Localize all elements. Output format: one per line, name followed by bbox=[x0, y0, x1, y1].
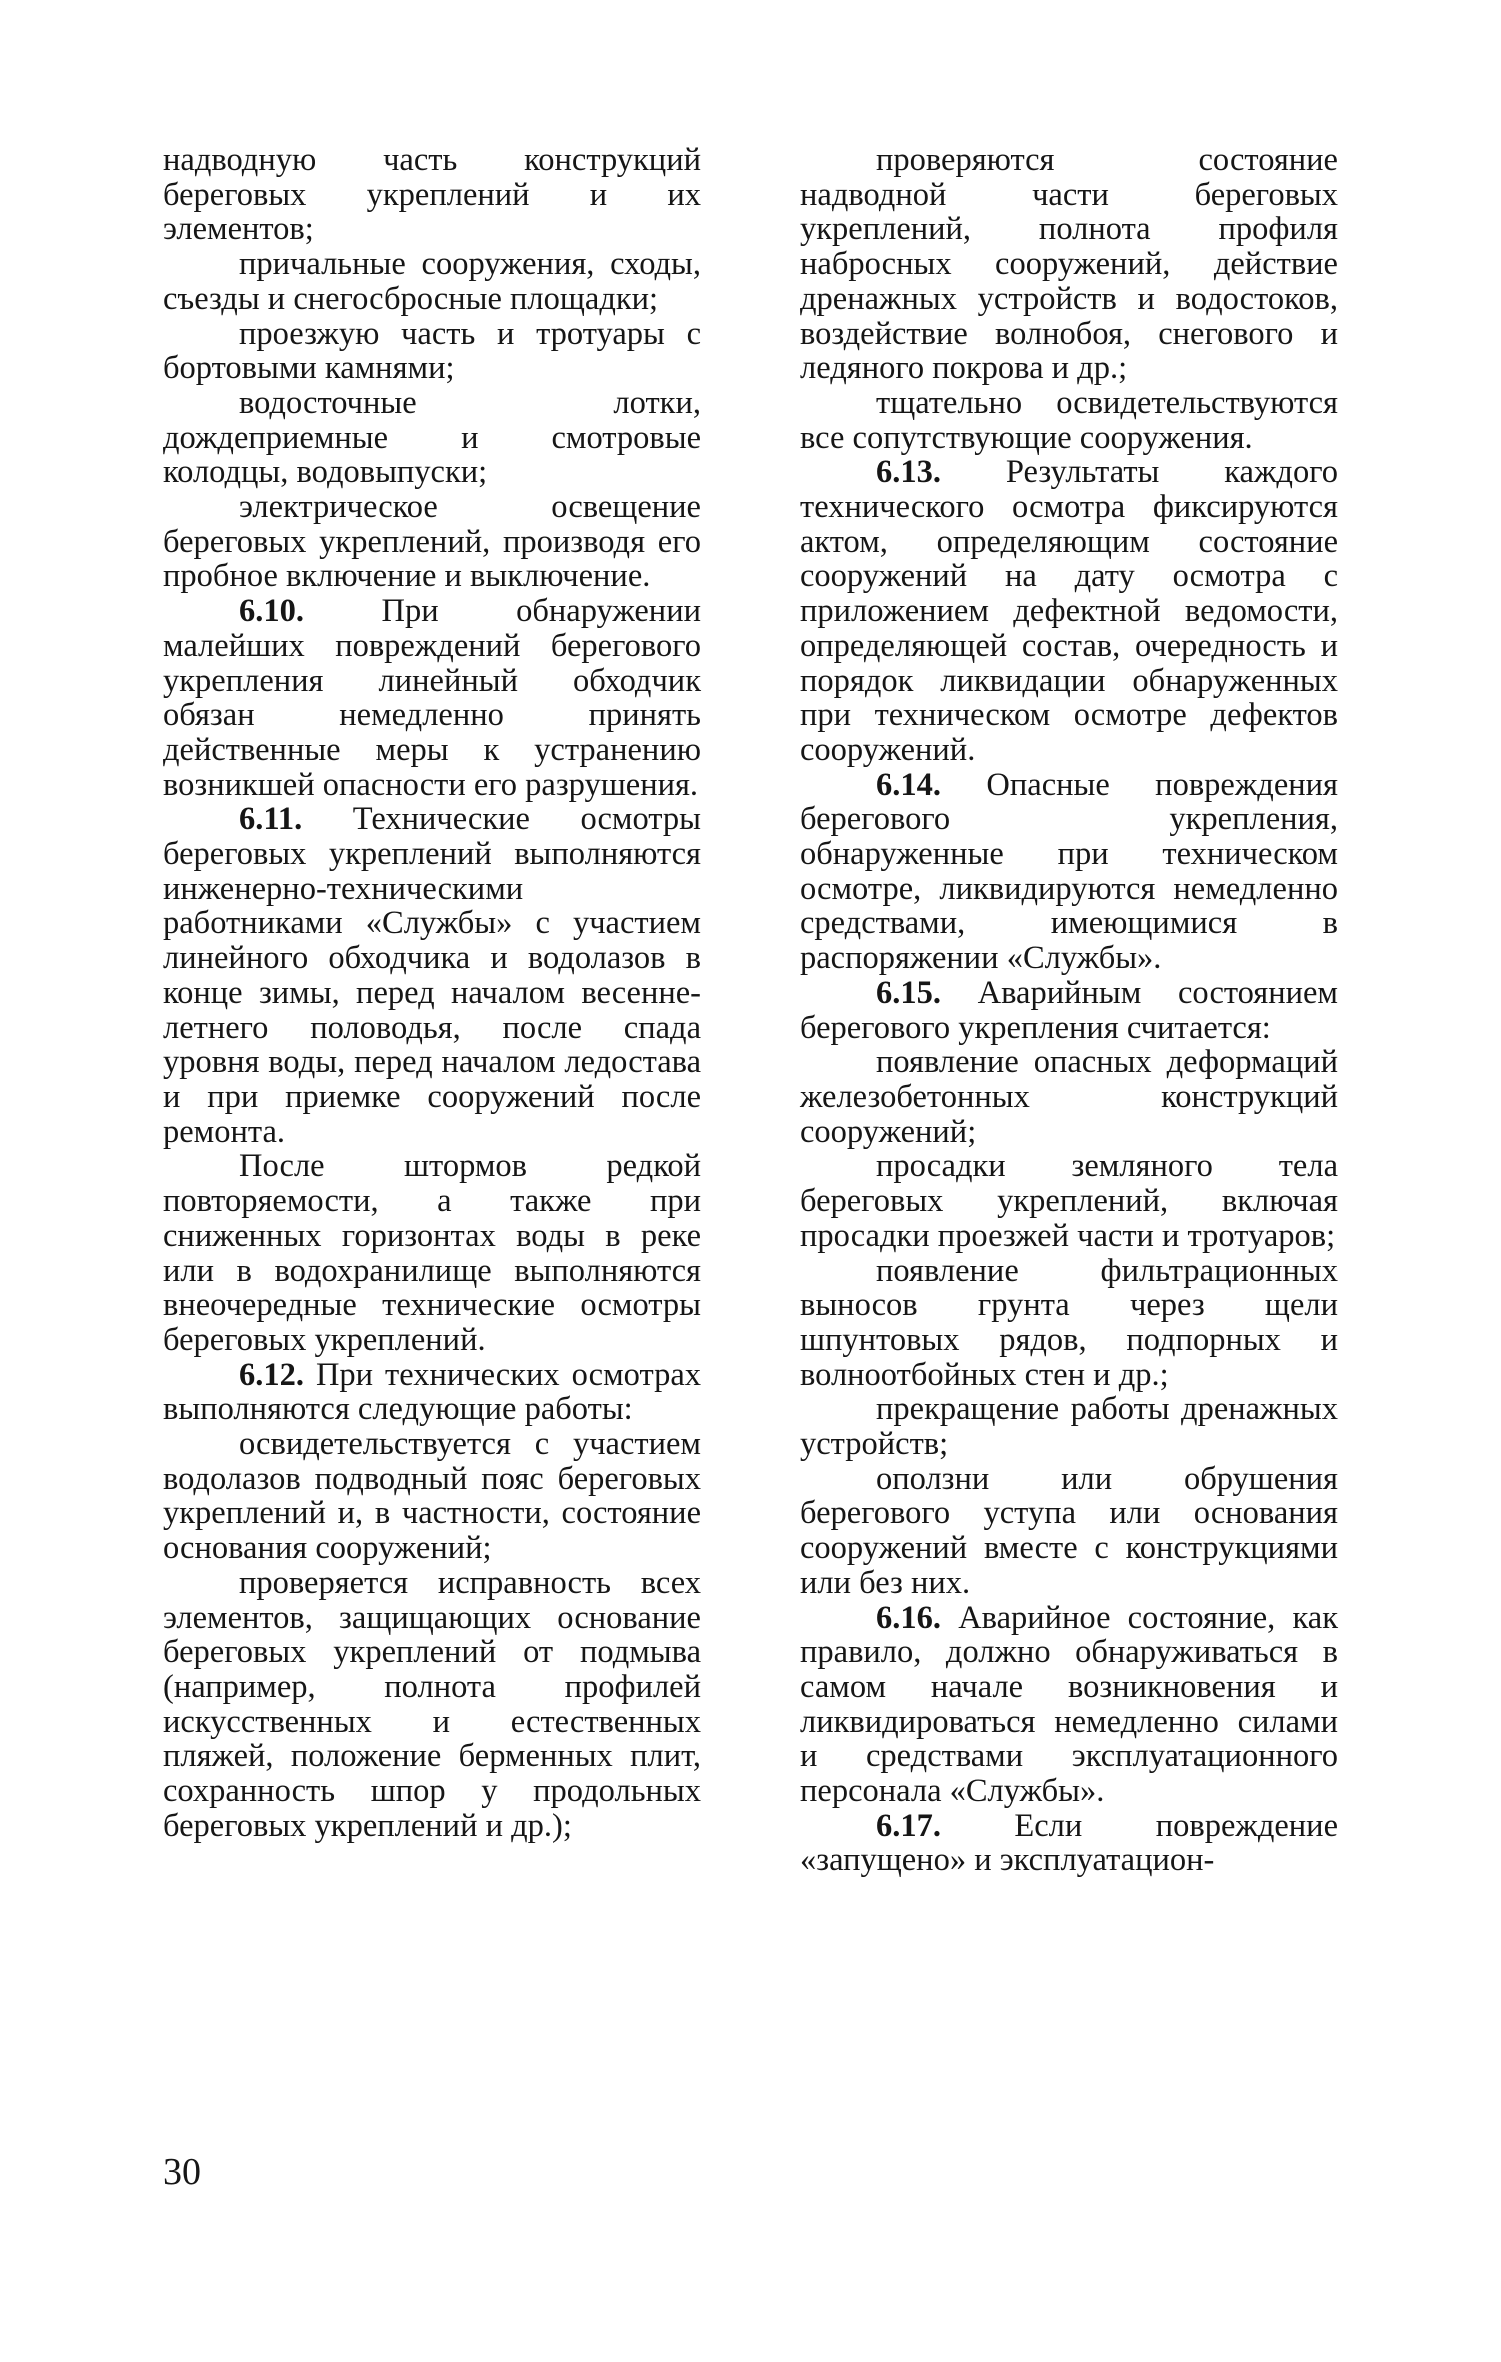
section-6-12 bbox=[163, 1358, 701, 1427]
page-number: 30 bbox=[163, 2151, 201, 2193]
left-column bbox=[163, 143, 701, 1843]
paragraph: надводную часть конструкций береговых укреплений и их элементов; bbox=[163, 142, 701, 248]
section-6-15 bbox=[800, 976, 1338, 1045]
section-text: Опасные повреждения берегового укрепления, обнаруженные при техническом осмотре, ликвидируются немедленно средствами, имеющимися в распоряжении «Службы». bbox=[800, 766, 1338, 977]
section-number: 6.11. bbox=[239, 801, 303, 838]
paragraph: После штормов редкой повторяемости, а также при сниженных горизонтах воды в реке или в водохранилище выполняются внеочередные технические осмотры береговых укреплений. bbox=[163, 1148, 701, 1358]
section-6-10 bbox=[163, 594, 701, 802]
section-text: Аварийным состоянием берегового укрепления считается: bbox=[800, 974, 1338, 1046]
section-6-14 bbox=[800, 768, 1338, 976]
section-number: 6.13. bbox=[876, 454, 941, 491]
section-text: Аварийное состояние, как правило, должно обнаруживаться в самом начале возникновения и ликвидироваться немедленно силами и средствами эксплуатационного персонала «Службы». bbox=[800, 1599, 1338, 1810]
section-6-11 bbox=[163, 802, 701, 1149]
paragraph: появление опасных деформаций железобетонных конструкций сооружений; bbox=[800, 1044, 1338, 1150]
paragraph: проверяются состояние надводной части береговых укреплений, полнота профиля набросных сооружений, действие дренажных устройств и водостоков, воздействие волнобоя, снегового и ледяного покрова и др.; bbox=[800, 142, 1338, 387]
paragraph: проезжую часть и тротуары с бортовыми камнями; bbox=[163, 315, 701, 387]
section-text: При технических осмотрах выполняются следующие работы: bbox=[163, 1356, 701, 1428]
paragraph: появление фильтрационных выносов грунта через щели шпунтовых рядов, подпорных и волноотбойных стен и др.; bbox=[800, 1252, 1338, 1393]
section-number: 6.10. bbox=[239, 593, 304, 630]
paragraph: просадки земляного тела береговых укреплений, включая просадки проезжей части и тротуаров; bbox=[800, 1148, 1338, 1254]
paragraph: проверяется исправность всех элементов, защищающих основание береговых укреплений от подмыва (например, полнота профилей искусственных и естественных пляжей, положение берменных плит, сохранность шпор у продольных береговых укреплений и др.); bbox=[163, 1564, 701, 1844]
section-text: Результаты каждого технического осмотра фиксируются актом, определяющим состояние сооружений на дату осмотра с приложением дефектной ведомости, определяющей состав, очередность и порядок ликвидации обнаруженных при техническом осмотре дефектов сооружений. bbox=[800, 454, 1338, 768]
paragraph: освидетельствуется с участием водолазов подводный пояс береговых укреплений и, в частности, состояние основания сооружений; bbox=[163, 1426, 701, 1567]
paragraph: оползни или обрушения берегового уступа или основания сооружений вместе с конструкциями или без них. bbox=[800, 1460, 1338, 1601]
section-number: 6.14. bbox=[876, 766, 941, 803]
paragraph: электрическое освещение береговых укреплений, производя его пробное включение и выключение. bbox=[163, 489, 701, 595]
section-text: При обнаружении малейших повреждений берегового укрепления линейный обходчик обязан немедленно принять действенные меры к устранению возникшей опасности его разрушения. bbox=[163, 593, 701, 803]
paragraph: тщательно освидетельствуются все сопутствующие сооружения. bbox=[800, 384, 1338, 456]
section-text: Если повреждение «запущено» и эксплуатацион- bbox=[800, 1807, 1338, 1879]
section-number: 6.12. bbox=[239, 1356, 304, 1393]
section-number: 6.15. bbox=[876, 974, 941, 1011]
section-number: 6.17. bbox=[876, 1807, 941, 1844]
section-6-17 bbox=[800, 1809, 1338, 1878]
paragraph: причальные сооружения, сходы, съезды и снегосбросные площадки; bbox=[163, 246, 701, 317]
section-number: 6.16. bbox=[876, 1599, 941, 1636]
paragraph: прекращение работы дренажных устройств; bbox=[800, 1391, 1338, 1463]
section-text: Технические осмотры береговых укреплений выполняются инженерно-техническими работниками «Службы» с участием линейного обходчика и водолазов в конце зимы, перед началом весенне-летнего половодья, после спада уровня воды, перед началом ледостава и при приемке сооружений после ремонта. bbox=[163, 801, 701, 1150]
right-column bbox=[800, 143, 1338, 1878]
paragraph: водосточные лотки, дождеприемные и смотровые колодцы, водовыпуски; bbox=[163, 384, 701, 491]
section-6-16 bbox=[800, 1601, 1338, 1809]
section-6-13 bbox=[800, 455, 1338, 767]
